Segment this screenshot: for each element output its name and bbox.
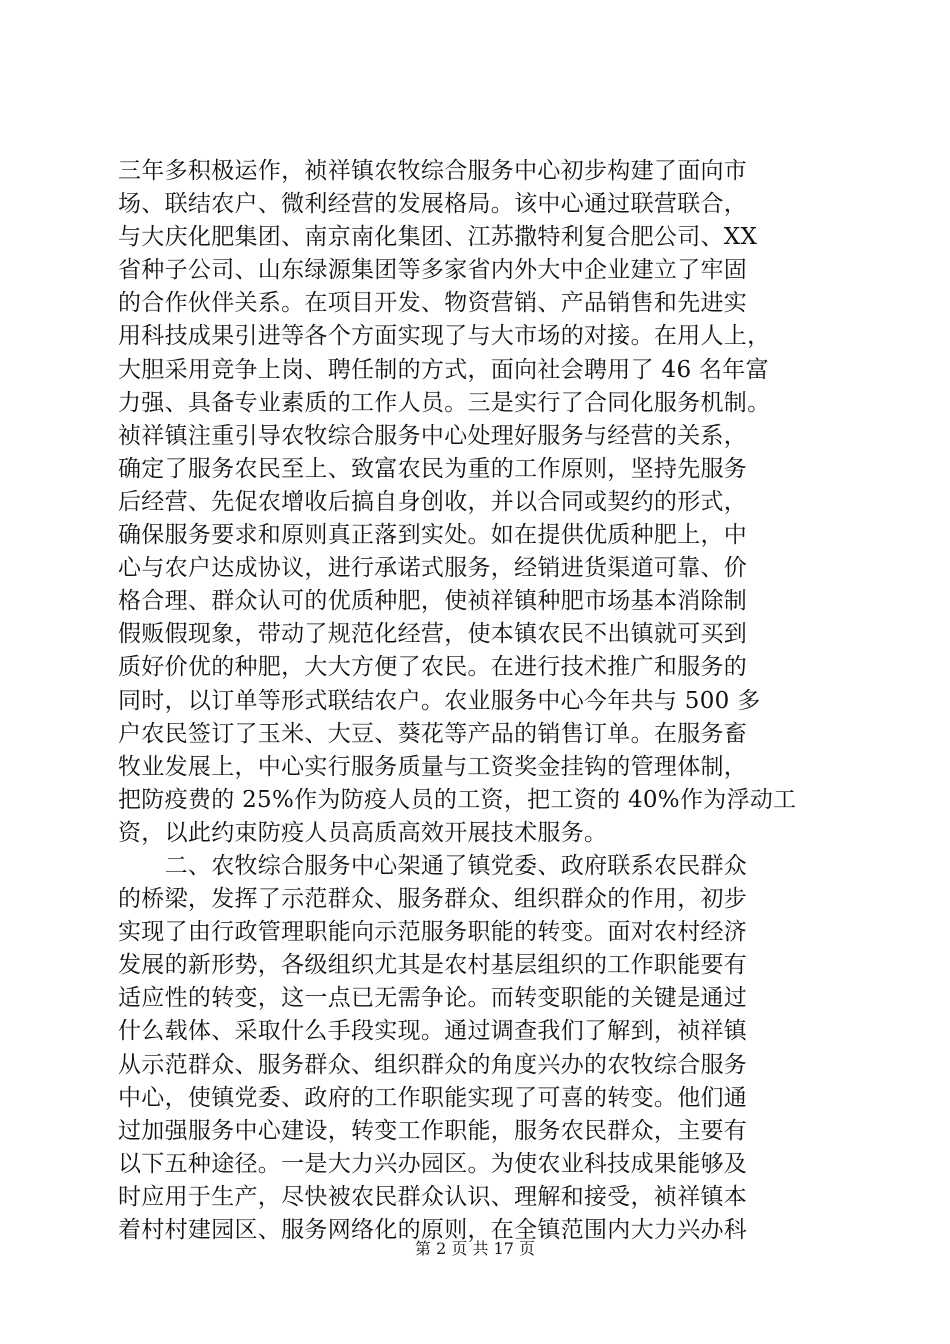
text-line: 格合理、群众认可的优质种肥，使祯祥镇种肥市场基本消除制 [118,588,748,615]
text-line: 后经营、先促农增收后搞自身创收，并以合同或契约的形式， [118,488,748,515]
text-line: 的合作伙伴关系。在项目开发、物资营销、产品销售和先进实 [118,290,748,317]
text-line: 适应性的转变，这一点已无需争论。而转变职能的关键是通过 [118,985,748,1012]
text-line: 发展的新形势，各级组织尤其是农村基层组织的工作职能要有 [118,952,748,979]
text-line: 祯祥镇注重引导农牧综合服务中心处理好服务与经营的关系， [118,422,748,449]
text-line: 中心，使镇党委、政府的工作职能实现了可喜的转变。他们通 [118,1084,748,1111]
text-line: 力强、具备专业素质的工作人员。三是实行了合同化服务机制。 [118,389,771,416]
text-line: 心与农户达成协议，进行承诺式服务，经销进货渠道可靠、价 [118,555,748,582]
text-line: 牧业发展上，中心实行服务质量与工资奖金挂钩的管理体制， [118,753,748,780]
text-line: 的桥梁，发挥了示范群众、服务群众、组织群众的作用，初步 [118,886,748,913]
text-line: 质好价优的种肥，大大方便了农民。在进行技术推广和服务的 [118,654,748,681]
document-body [118,155,838,1247]
text-line: 同时，以订单等形式联结农户。农业服务中心今年共与 500 多 [118,687,761,714]
text-line: 着村村建园区、服务网络化的原则，在全镇范围内大力兴办科 [118,1217,748,1243]
text-line: 资，以此约束防疫人员高质高效开展技术服务。 [118,819,608,846]
text-line: 确定了服务农民至上、致富农民为重的工作原则，坚持先服务 [118,455,748,482]
text-line: 过加强服务中心建设，转变工作职能，服务农民群众，主要有 [118,1117,748,1144]
text-line: 大胆采用竞争上岗、聘任制的方式，面向社会聘用了 46 名年富 [118,356,769,383]
text-line: 把防疫费的 25%作为防疫人员的工资，把工资的 40%作为浮动工 [118,786,797,813]
text-line: 省种子公司、山东绿源集团等多家省内外大中企业建立了牢固 [118,257,748,284]
paragraph-start-line: 二、农牧综合服务中心架通了镇党委、政府联系农民群众 [118,852,748,879]
text-line: 与大庆化肥集团、南京南化集团、江苏撒特利复合肥公司、XX [118,224,758,251]
text-line: 实现了由行政管理职能向示范服务职能的转变。面对农村经济 [118,919,748,946]
text-line: 什么载体、采取什么手段实现。通过调查我们了解到，祯祥镇 [118,1018,748,1045]
page-number-footer: 第 2 页 共 17 页 [415,1239,535,1258]
text-line: 假贩假现象，带动了规范化经营，使本镇农民不出镇就可买到 [118,621,748,648]
text-line: 以下五种途径。一是大力兴办园区。为使农业科技成果能够及 [118,1150,748,1177]
text-line: 确保服务要求和原则真正落到实处。如在提供优质种肥上，中 [118,522,748,549]
text-line: 户农民签订了玉米、大豆、葵花等产品的销售订单。在服务畜 [118,720,748,747]
text-line: 用科技成果引进等各个方面实现了与大市场的对接。在用人上， [118,323,771,350]
text-line: 三年多积极运作，祯祥镇农牧综合服务中心初步构建了面向市 [118,158,748,184]
text-line: 时应用于生产，尽快被农民群众认识、理解和接受，祯祥镇本 [118,1183,748,1210]
text-line: 从示范群众、服务群众、组织群众的角度兴办的农牧综合服务 [118,1051,748,1078]
text-line: 场、联结农户、微利经营的发展格局。该中心通过联营联合， [118,191,748,218]
